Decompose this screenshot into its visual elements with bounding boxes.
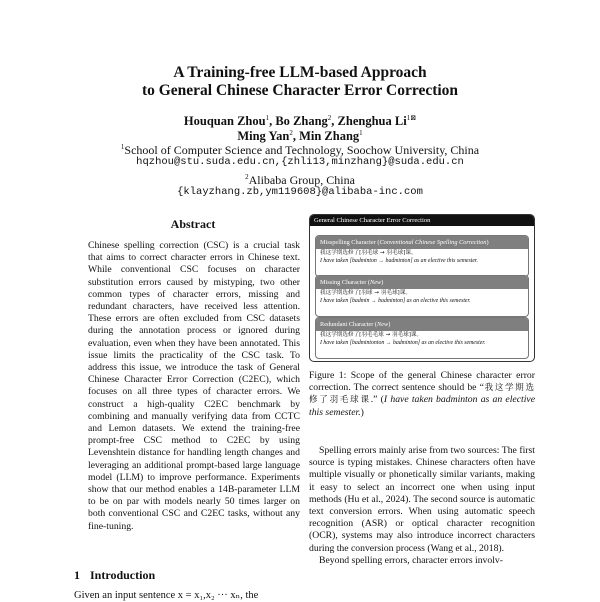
- example-arrow: →: [369, 298, 379, 304]
- panel-chinese-example: 我这学期选修了[羽毛毛球 → 羽毛球]课。: [320, 332, 423, 338]
- abstract-heading: Abstract: [170, 217, 216, 231]
- example-suffix: ] as an elective this semester.: [417, 340, 486, 346]
- example-suffix: ] as an elective this semester.: [402, 298, 471, 304]
- section-title: Introduction: [90, 568, 156, 582]
- introduction-first-line: Given an input sentence x = x₁,x₂ ··· xₙ, the: [74, 590, 259, 601]
- author-line-1: Houquan Zhou$^1$, Bo Zhang$^2$, Zhenghua $Li^{1⊠}$: [183, 114, 417, 129]
- panel-header-close: ): [381, 279, 384, 286]
- body-paragraph-2: Beyond spelling errors, character errors involv-: [319, 554, 503, 566]
- panel-header: [316, 318, 528, 331]
- caption-chinese: 我这学期选修了羽毛球课: [309, 383, 535, 406]
- paper-title-line2: to General Chinese Character Error Correction: [141, 82, 459, 99]
- panel-chinese-example: 我这学期选修了[羽⽑球 → 羽毛球]课。: [320, 250, 417, 256]
- panel-header: [316, 276, 528, 289]
- example-correct: badminton: [385, 258, 411, 264]
- author-mark: 1: [359, 129, 363, 137]
- section-heading-introduction: [74, 568, 155, 583]
- author-name: Bo Zhang: [275, 114, 328, 129]
- example-wrong: badminton: [352, 258, 377, 264]
- author-name: Zhenghua Li: [337, 114, 407, 129]
- panel-english-example: [316, 257, 528, 265]
- body-column-text: [309, 445, 535, 567]
- affiliation-text: School of Computer Science and Technology, Soochow University, China: [124, 143, 480, 157]
- author-line-2: Ming Yan$^2$, Min Zhang$^1$: [237, 129, 363, 144]
- example-suffix: ] as an elective this semester.: [410, 258, 478, 264]
- section-number: 1: [74, 568, 80, 582]
- panel-header-tag: New: [377, 321, 389, 328]
- example-wrong: badmin: [352, 298, 370, 304]
- author-mark: 1⊠: [406, 114, 417, 122]
- author-mark: 1: [265, 114, 270, 122]
- panel-header-close: ): [486, 239, 489, 246]
- author-mark: 2: [327, 114, 332, 122]
- figure-1-caption: [309, 370, 535, 419]
- panel-redundant: [315, 317, 529, 359]
- example-arrow: →: [376, 258, 386, 264]
- author-name: Min Zhang: [299, 129, 360, 144]
- paper-title-line1: A Training-free LLM-based Approach: [173, 64, 427, 81]
- example-prefix: I have taken [: [320, 340, 353, 346]
- affiliation-mark: 1: [120, 143, 125, 151]
- affiliation-mark: 2: [245, 173, 249, 181]
- abstract-text: Chinese spelling correction (CSC) is a crucial task that aims to correct character errors in Chinese text. While conventional CSC focuses on character substitution errors caused by mistyping, two other common types of character errors, missing and redundant characters, have received less attention. These errors are often excluded from CSC datasets during the annotation process or ignored during evaluation, even when they have been annotated. This issue limits the practicality of the CSC task. To address this issue, we introduce the task of General Chinese Character Error Correction (C2EC), which focuses on all three types of character errors. We construct a high-quality C2EC benchmark by combining and manually verifying data from CCTC and Lemon datasets. We extend the training-free prompt-free CSC method to C2EC by using Levenshtein distance for handling length changes and leveraging an additional prompt-based large language model (LLM) to improve performance. Experiments show that our method enables a 14B-parameter LLM to be on par with models nearly 50 times larger on both conventional CSC and C2EC tasks, without any fine-tuning.: [88, 240, 300, 532]
- email-2[interactable]: {klayzhang.zb,ym119608}@alibaba-inc.com: [177, 186, 423, 198]
- example-arrow: →: [384, 340, 393, 346]
- caption-text: Scope of the general Chinese character error correction. The correct sentence should be “: [309, 370, 536, 394]
- example-prefix: I have taken [: [320, 298, 353, 304]
- panel-header-close: ): [388, 321, 391, 328]
- example-correct: badminton: [392, 340, 418, 346]
- panel-header-label: Misspelling Character (: [320, 239, 380, 246]
- author-mark: 2: [289, 129, 293, 137]
- panel-english-example: [316, 297, 528, 305]
- caption-mid: .” (: [370, 394, 384, 406]
- affiliation-text: Alibaba Group, China: [248, 173, 355, 187]
- panel-header-tag: New: [370, 279, 382, 286]
- author-name: Ming Yan: [237, 129, 290, 144]
- panel-header-label: Redundant Character (: [320, 321, 377, 328]
- caption-end: ): [360, 406, 364, 418]
- example-prefix: I have taken [: [320, 258, 353, 264]
- figure-box-title: General Chinese Character Error Correction: [310, 215, 534, 226]
- example-correct: badminton: [378, 298, 403, 304]
- panel-header-label: Missing Character (: [320, 279, 371, 286]
- example-wrong: badmintonton: [352, 340, 385, 346]
- body-paragraph-1: Spelling errors mainly arise from two sources: The first source is typing mistakes. Chinese characters often have multiple visually or phonetically similar variants, making it easy to select an incorrect one when using input methods (Hu et al., 2024). The second source is automatic text conversion errors. When using automatic speech recognition (ASR) or optical character recognition (OCR), systems may also introduce incorrect characters during the conversion process (Wang et al., 2018).: [309, 445, 535, 554]
- panel-misspelling: [315, 235, 529, 277]
- panel-chinese-example: 我这学期选修了[羽球 → 羽毛球]课。: [320, 290, 411, 296]
- panel-missing: [315, 275, 529, 317]
- caption-translation: I have taken badminton as an elective this semester.: [309, 394, 535, 418]
- panel-header: [316, 236, 528, 249]
- panel-english-example: [316, 339, 528, 347]
- caption-label: Figure 1:: [309, 370, 347, 381]
- figure-1-box: [309, 214, 535, 362]
- email-1[interactable]: hqzhou@stu.suda.edu.cn,{zhli13,minzhang}@suda.edu.cn: [136, 156, 464, 168]
- author-name: Houquan Zhou: [183, 114, 266, 129]
- panel-header-tag: Conventional Chinese Spelling Correction: [379, 239, 487, 246]
